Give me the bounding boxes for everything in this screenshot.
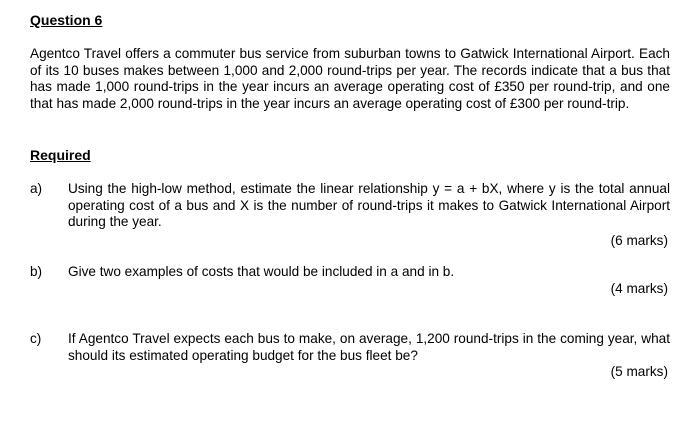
part-b-label: b): [30, 264, 43, 279]
part-b: [30, 264, 670, 281]
part-b-marks: (4 marks): [610, 281, 668, 296]
part-c: [30, 331, 670, 364]
part-a-marks: (6 marks): [610, 233, 668, 248]
part-c-text: If Agentco Travel expects each bus to make, on average, 1,200 round-trips in the coming year, what should its estimated operating budget for the bus fleet be?: [68, 331, 670, 363]
part-a: [30, 181, 670, 231]
part-b-text: Give two examples of costs that would be included in a and in b.: [68, 264, 455, 279]
part-c-marks: (5 marks): [610, 364, 668, 379]
required-heading: Required: [30, 147, 91, 163]
question-intro: Agentco Travel offers a commuter bus service from suburban towns to Gatwick International Airport. Each of its 10 buses makes between 1,000 and 2,000 round-trips per year. The records indicate that a bus that has made 1,000 round-trips in the year incurs an average operating cost of £350 per round-trip, and one that has made 2,000 round-trips in the year incurs an average operating cost of £300 per round-trip.: [30, 46, 670, 111]
part-a-text: Using the high-low method, estimate the linear relationship y = a + bX, where y is the total annual operating cost of a bus and X is the number of round-trips it makes to Gatwick International Airport during the year.: [68, 181, 670, 229]
part-c-label: c): [30, 331, 42, 346]
part-a-label: a): [30, 181, 43, 196]
question-title: Question 6: [30, 12, 103, 28]
